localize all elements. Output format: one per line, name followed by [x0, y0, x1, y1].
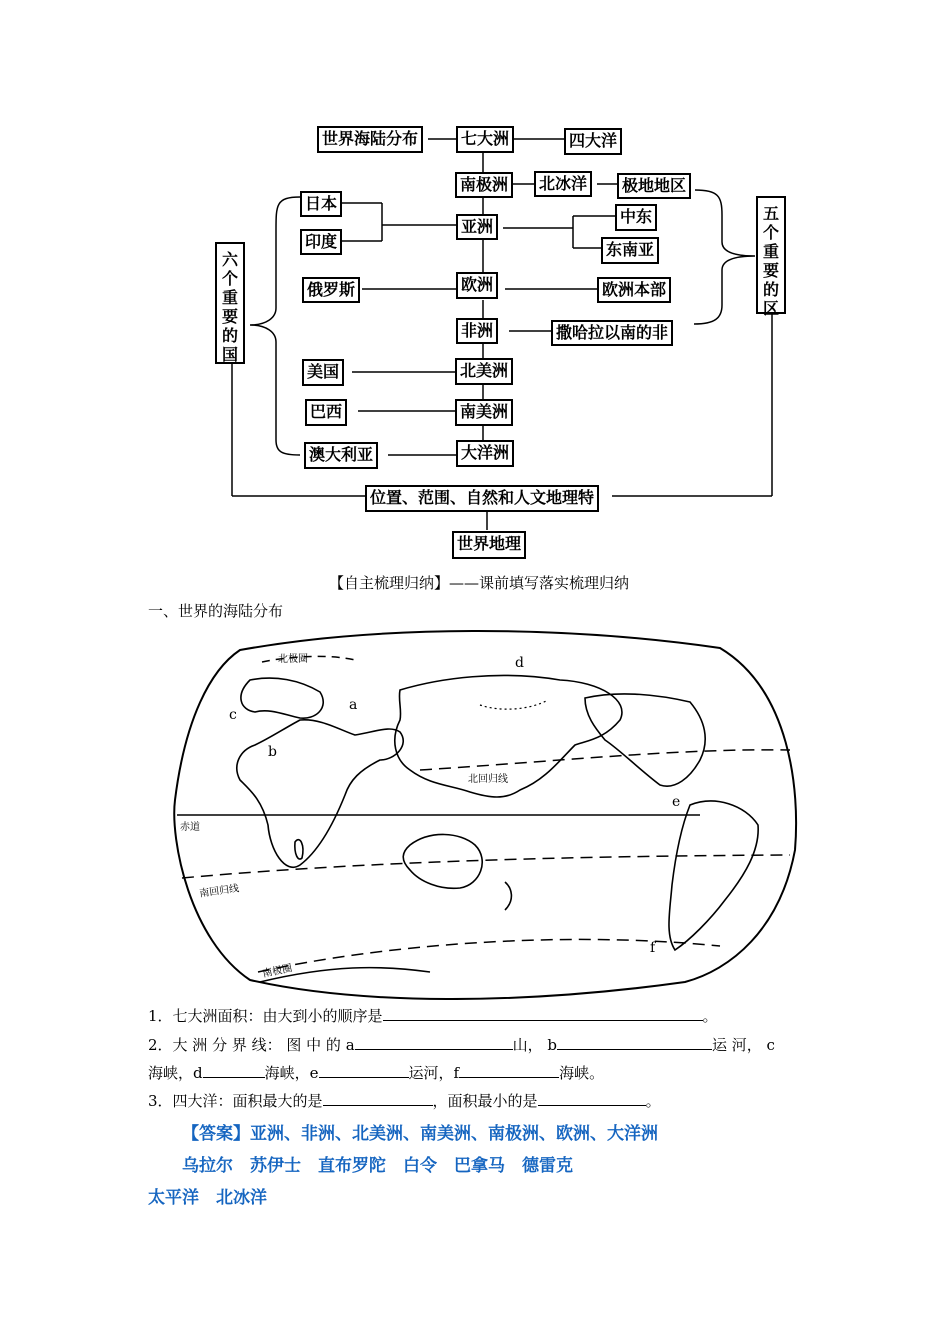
answer-line-1: 【答案】亚洲、非洲、北美洲、南美洲、南极洲、欧洲、大洋洲: [182, 1124, 658, 1144]
q2-line2-b: 海峡，e: [264, 1064, 319, 1082]
world-map: [0, 620, 950, 1000]
box-world-geography: 世界地理: [452, 531, 526, 559]
asia: [395, 675, 622, 797]
five-char: 重: [762, 242, 779, 261]
box-sub-saharan: 撒哈拉以南的非: [551, 320, 673, 346]
q2-line2-d: 海峡。: [559, 1064, 605, 1082]
box-four-oceans: 四大洋: [564, 128, 622, 155]
question-2-line2: [148, 1062, 604, 1083]
box-polar-regions: 极地地区: [617, 173, 691, 199]
six-char: 国: [221, 345, 238, 364]
six-char: 个: [221, 269, 238, 288]
label-antarctic-circle: 南极圈: [261, 962, 294, 980]
box-africa: 非洲: [456, 318, 498, 344]
answer-line-2: 乌拉尔 苏伊士 直布罗陀 白令 巴拿马 德雷克: [182, 1156, 573, 1176]
box-japan: 日本: [300, 191, 342, 217]
label-c: c: [229, 707, 237, 723]
q3-mid: ，面积最小的是: [432, 1092, 538, 1110]
box-five-regions: [756, 196, 786, 318]
five-char: 五: [762, 204, 779, 223]
box-usa: 美国: [302, 359, 344, 386]
label-b: b: [268, 744, 277, 760]
q2-mid1: 山， b: [512, 1036, 558, 1054]
question-2-line1: [148, 1034, 775, 1055]
q2-blank-b[interactable]: [557, 1035, 712, 1050]
box-europe-main: 欧洲本部: [597, 277, 671, 303]
box-antarctica: 南极洲: [455, 172, 513, 198]
six-char: 要: [221, 307, 238, 326]
label-a: a: [349, 697, 358, 713]
box-australia: 澳大利亚: [304, 442, 378, 469]
box-features: 位置、范围、自然和人文地理特: [365, 485, 599, 512]
box-india: 印度: [300, 229, 342, 255]
label-e: e: [672, 794, 681, 810]
six-char: 的: [221, 326, 238, 345]
box-middle-east: 中东: [615, 204, 657, 231]
madagascar: [295, 840, 303, 859]
south-america: [669, 801, 758, 950]
q2-blank-d[interactable]: [203, 1063, 265, 1078]
tropic-capricorn-line: [182, 855, 790, 878]
tropic-cancer-line: [420, 750, 790, 770]
q2-blank-a[interactable]: [355, 1035, 513, 1050]
label-arctic-circle: 北极圈: [278, 654, 308, 665]
q2-line2-a: 海峡，d: [148, 1064, 203, 1082]
europe-africa: [237, 720, 403, 867]
label-equator: 赤道: [180, 822, 200, 833]
new-zealand: [505, 882, 511, 910]
five-char: 要: [762, 261, 779, 280]
five-char: 个: [762, 223, 779, 242]
box-brazil: 巴西: [305, 399, 347, 426]
q3-blank-smallest[interactable]: [538, 1091, 646, 1106]
box-oceania: 大洋洲: [456, 440, 514, 467]
box-russia: 俄罗斯: [302, 277, 360, 303]
box-asia: 亚洲: [456, 214, 498, 240]
question-3: [148, 1090, 661, 1111]
section-heading: 【自主梳理归纳】——课前填写落实梳理归纳: [329, 574, 630, 592]
q2-mid2: 运 河， c: [712, 1036, 775, 1054]
five-char: 的: [762, 280, 779, 299]
label-d: d: [515, 655, 524, 671]
six-char: 重: [221, 288, 238, 307]
question-1: [148, 1005, 718, 1026]
q3-end: 。: [645, 1092, 661, 1110]
box-world-sea-land: 世界海陆分布: [317, 126, 423, 153]
label-tropic-capricorn: 南回归线: [198, 883, 240, 900]
q1-end: 。: [702, 1007, 718, 1025]
box-south-america: 南美洲: [455, 399, 513, 426]
q1-blank[interactable]: [383, 1006, 703, 1021]
q2-blank-e[interactable]: [319, 1063, 409, 1078]
label-tropic-cancer: 北回归线: [468, 774, 508, 785]
q2-blank-f[interactable]: [459, 1063, 559, 1078]
q1-text: 1．七大洲面积：由大到小的顺序是: [148, 1007, 383, 1025]
five-char: 区: [762, 299, 779, 318]
arctic-circle-line: [262, 656, 355, 662]
box-europe: 欧洲: [456, 272, 498, 299]
north-america-east: [585, 694, 705, 786]
label-f: f: [650, 940, 656, 956]
bering-route: [480, 700, 548, 709]
answer-line-3: 太平洋 北冰洋: [148, 1188, 267, 1208]
q3-blank-largest[interactable]: [323, 1091, 433, 1106]
q2-line2-c: 运河，f: [408, 1064, 460, 1082]
box-six-countries: [215, 242, 245, 364]
six-char: 六: [221, 250, 238, 269]
sub-heading: 一、世界的海陆分布: [148, 602, 284, 620]
q2-start: 2．大 洲 分 界 线： 图 中 的 a: [148, 1036, 355, 1054]
north-america-west: [241, 678, 323, 718]
box-seven-continents: 七大洲: [456, 126, 514, 153]
box-arctic-ocean: 北冰洋: [534, 171, 592, 197]
q3-start: 3．四大洋：面积最大的是: [148, 1092, 323, 1110]
box-southeast-asia: 东南亚: [601, 237, 659, 264]
box-north-america: 北美洲: [455, 358, 513, 385]
